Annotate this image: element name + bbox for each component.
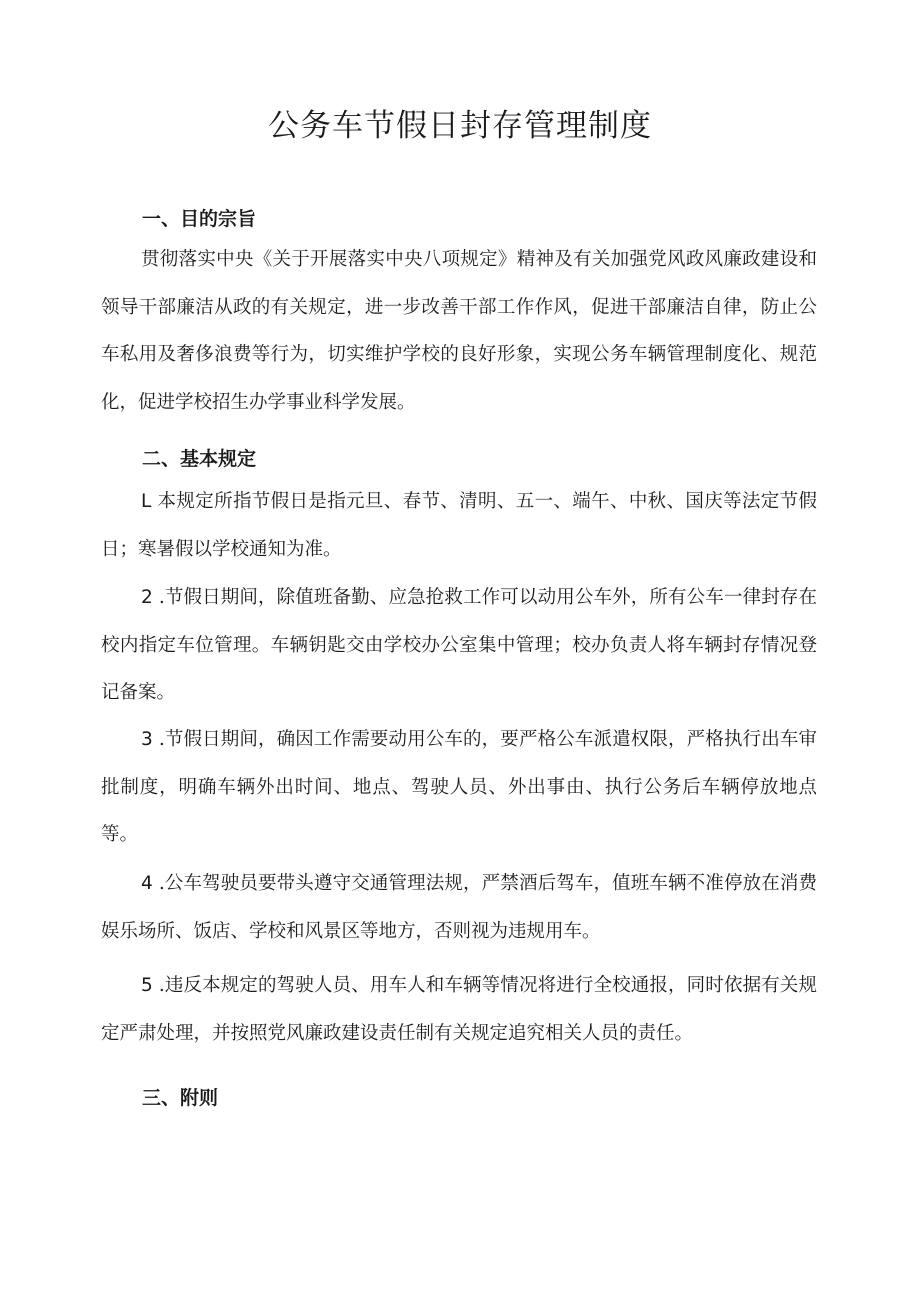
rule-number: 5: [141, 975, 153, 996]
rule-number: 4: [141, 873, 153, 894]
section-heading-purpose: 一、目的宗旨: [142, 208, 257, 230]
document-title: 公务车节假日封存管理制度: [268, 108, 652, 144]
section-heading-basic-rules: 二、基本规定: [142, 448, 257, 470]
rule-number: L: [141, 491, 152, 512]
rule-item-3: [101, 716, 817, 859]
rule-item-5: [101, 962, 817, 1057]
paragraph-purpose: 贯彻落实中央《关于开展落实中央八项规定》精神及有关加强党风政风廉政建设和领导干部廉洁从政的有关规定，进一步改善干部工作作风，促进干部廉洁自律，防止公车私用及奢侈浪费等行为，切实维护学校的良好形象，实现公务车辆管理制度化、规范化，促进学校招生办学事业科学发展。: [101, 249, 817, 413]
rule-text: .违反本规定的驾驶人员、用车人和车辆等情况将进行全校通报，同时依据有关规定严肃处理，并按照党风廉政建设责任制有关规定追究相关人员的责任。: [101, 975, 817, 1044]
rule-text: .节假日期间，确因工作需要动用公车的，要严格公车派遣权限，严格执行出车审批制度，明确车辆外出时间、地点、驾驶人员、外出事由、执行公务后车辆停放地点等。: [101, 729, 817, 845]
rule-number: 2: [141, 587, 153, 608]
rule-text: .节假日期间，除值班备勤、应急抢救工作可以动用公车外，所有公车一律封存在校内指定车位管理。车辆钥匙交由学校办公室集中管理；校办负责人将车辆封存情况登记备案。: [101, 587, 817, 703]
section-heading-supplementary: 三、附则: [142, 1087, 219, 1109]
rule-text: 本规定所指节假日是指元旦、春节、清明、五一、端午、中秋、国庆等法定节假日；寒暑假以学校通知为准。: [101, 491, 817, 560]
rule-item-2: [101, 574, 817, 717]
rule-number: 3: [141, 729, 153, 750]
rule-item-1: [101, 478, 817, 573]
rule-item-4: [101, 860, 817, 955]
rule-text: .公车驾驶员要带头遵守交通管理法规，严禁酒后驾车，值班车辆不准停放在消费娱乐场所、饭店、学校和风景区等地方，否则视为违规用车。: [101, 873, 817, 942]
